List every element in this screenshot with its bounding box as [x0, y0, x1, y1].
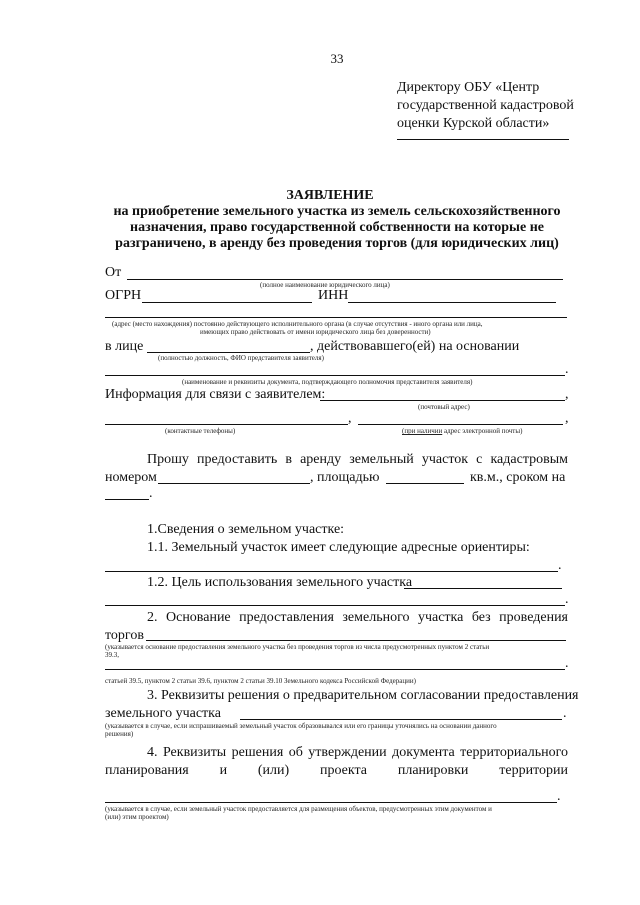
email-hint-rest: адрес электронной почты) — [442, 427, 523, 435]
from-label: От — [105, 265, 122, 280]
section-3-line-1: 3. Реквизиты решения о предварительном согласовании предоставления — [147, 688, 579, 703]
contact-info-label: Информация для связи с заявителем: — [105, 387, 326, 402]
usage-purpose-end-dot: . — [565, 592, 569, 607]
grounds-field[interactable] — [146, 640, 566, 641]
section-4-hint-1: (указывается в случае, если земельный участок предоставляется для размещения объектов, предусмотренных этим документом и — [105, 805, 492, 813]
section-2-hint-1: (указывается основание предоставления земельного участка без проведения торгов из числа предусмотренных пунктом 2 статьи — [105, 643, 490, 651]
preliminary-decision-field[interactable] — [240, 719, 562, 720]
section-4-hint-2: (или) этим проектом) — [105, 813, 169, 821]
postal-address-end-comma: , — [565, 387, 569, 402]
ogrn-field[interactable] — [142, 302, 312, 303]
phones-end-comma: , — [348, 411, 352, 426]
in-person-label: в лице — [105, 339, 144, 354]
address-landmarks-end-dot: . — [558, 558, 562, 573]
position-hint: (полностью должность, ФИО представителя заявителя) — [158, 354, 324, 362]
address-hint-2: имеющих право действовать от имени юридического лица без доверенности) — [200, 328, 431, 336]
phones-field[interactable] — [105, 424, 348, 425]
section-2-hint-2: 39.3, — [105, 651, 119, 659]
planning-decision-end-dot: . — [557, 789, 561, 804]
usage-purpose-field-continued[interactable] — [105, 605, 565, 606]
cadastral-number-field[interactable] — [158, 483, 310, 484]
address-landmarks-field[interactable] — [105, 571, 558, 572]
subtitle-line-2: назначения, право государственной собственности на которые не — [130, 220, 544, 235]
email-field[interactable] — [358, 424, 563, 425]
grounds-field-continued[interactable] — [105, 669, 565, 670]
representative-field[interactable] — [147, 352, 310, 353]
addressee-line-1: Директору ОБУ «Центр — [397, 80, 540, 95]
ogrn-label: ОГРН — [105, 288, 142, 303]
term-end-dot: . — [149, 486, 153, 501]
request-area-label: , площадью — [310, 470, 380, 485]
section-1-1: 1.1. Земельный участок имеет следующие адресные ориентиры: — [147, 540, 530, 555]
from-hint: (полное наименование юридического лица) — [260, 281, 390, 289]
section-2-line-2: торгов — [105, 628, 144, 643]
authority-document-end-dot: . — [565, 362, 569, 377]
section-4-line-2: планирования и (или) проекта планировки территории — [105, 763, 568, 778]
term-field[interactable] — [105, 499, 149, 500]
email-end-comma: , — [565, 411, 569, 426]
applicant-name-field[interactable] — [127, 279, 563, 280]
addressee-signature-line[interactable] — [397, 139, 569, 140]
request-number-label: номером — [105, 470, 157, 485]
address-field[interactable] — [105, 317, 567, 318]
page-number: 33 — [330, 51, 344, 66]
section-1-2: 1.2. Цель использования земельного участка — [147, 575, 413, 590]
acting-basis-label: , действовавшего(ей) на основании — [310, 339, 520, 354]
section-3-line-2: земельного участка — [105, 706, 221, 721]
section-1-heading: 1.Сведения о земельном участке: — [147, 522, 345, 537]
section-3-hint-2: решения) — [105, 730, 134, 738]
request-term-label: кв.м., сроком на — [470, 470, 566, 485]
email-hint — [402, 427, 522, 436]
section-2-hint-3: статьей 39.5, пунктом 2 статьи 39.6, пунктом 2 статьи 39.10 Земельного кодекса Российской Федерации) — [105, 677, 416, 685]
planning-decision-field[interactable] — [105, 802, 557, 803]
preliminary-decision-end-dot: . — [563, 706, 567, 721]
addressee-line-3: оценки Курской области» — [397, 116, 550, 131]
addressee-line-2: государственной кадастровой — [397, 98, 574, 113]
request-line-1: Прошу предоставить в аренду земельный участок с кадастровым — [147, 452, 568, 467]
document-title: ЗАЯВЛЕНИЕ — [286, 188, 374, 203]
postal-address-field[interactable] — [320, 400, 565, 401]
grounds-end-dot: . — [565, 656, 569, 671]
inn-label: ИНН — [318, 288, 349, 303]
email-hint-underlined: (при наличии — [402, 427, 443, 435]
subtitle-line-1: на приобретение земельного участка из земель сельскохозяйственного — [113, 204, 561, 219]
inn-field[interactable] — [348, 302, 556, 303]
area-field[interactable] — [386, 483, 464, 484]
usage-purpose-field[interactable] — [404, 588, 562, 589]
document-hint: (наименование и реквизиты документа, подтверждающего полномочия представителя заявителя) — [182, 378, 473, 386]
postal-hint: (почтовый адрес) — [418, 403, 470, 411]
section-2-line-1: 2. Основание предоставления земельного участка без проведения — [147, 610, 568, 625]
address-hint-1: (адрес (место нахождения) постоянно действующего исполнительного органа (в случае отсутствия - иного органа или лица, — [112, 320, 483, 328]
section-3-hint-1: (указывается в случае, если испрашиваемый земельный участок образовывался или его границы уточнялись на основании данного — [105, 722, 497, 730]
authority-document-field[interactable] — [105, 375, 565, 376]
section-4-line-1: 4. Реквизиты решения об утверждении документа территориального — [147, 745, 568, 760]
phones-hint: (контактные телефоны) — [165, 427, 236, 435]
subtitle-line-3: разграничено, в аренду без проведения торгов (для юридических лиц) — [115, 236, 559, 251]
